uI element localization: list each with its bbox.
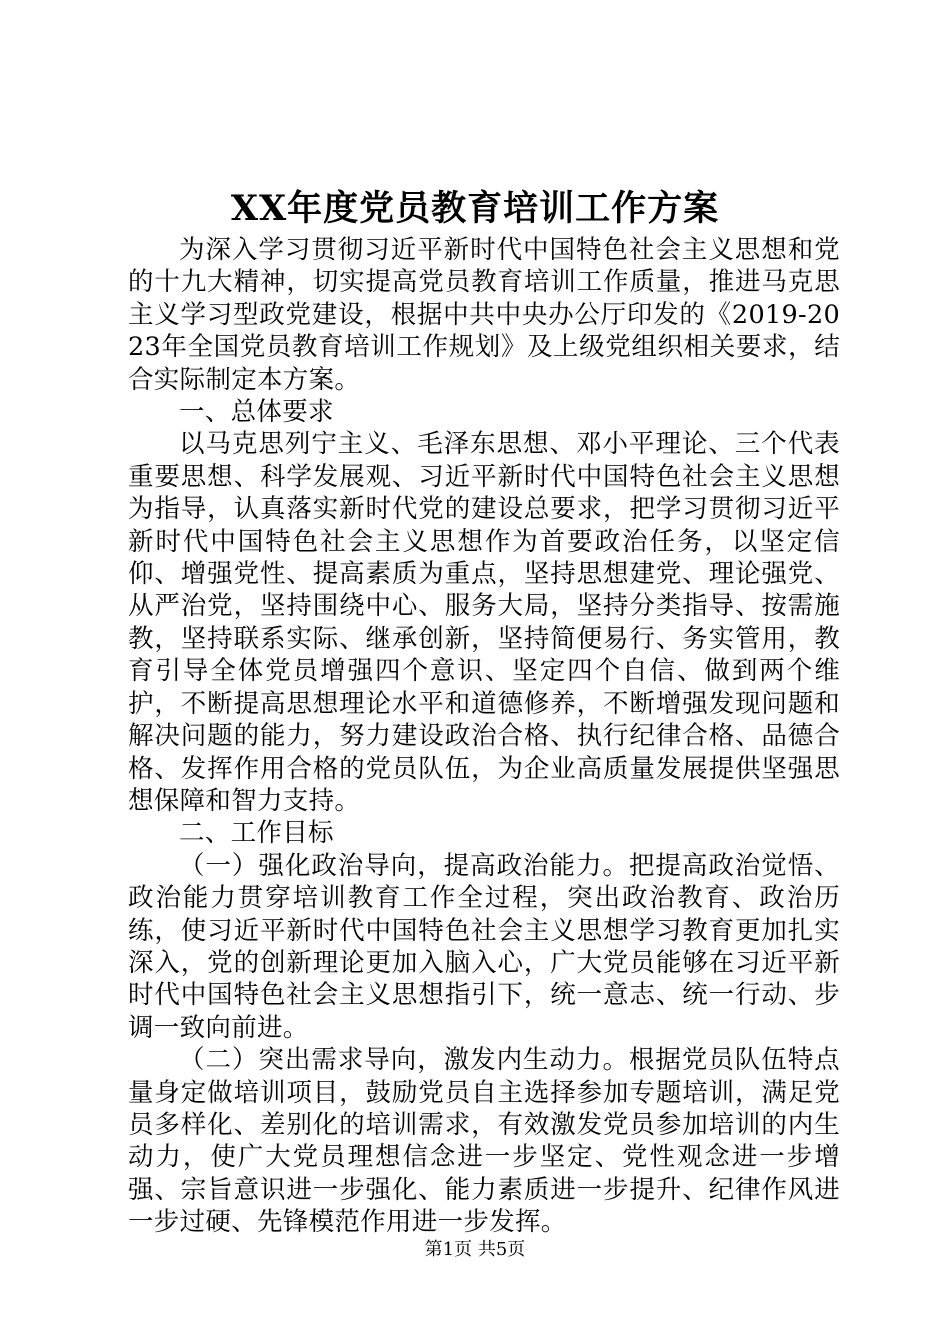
document-body [128,234,840,1239]
intro-paragraph: 为深入学习贯彻习近平新时代中国特色社会主义思想和党的十九大精神，切实提高党员教育培训工作质量，推进马克思主义学习型政党建设，根据中共中央办公厅印发的《2019-2023年全国党员教育培训工作规划》及上级党组织相关要求，结合实际制定本方案。 [128,235,840,395]
document-title: XX年度党员教育培训工作方案 [230,188,720,229]
general-requirements-paragraph: 以马克思列宁主义、毛泽东思想、邓小平理论、三个代表重要思想、科学发展观、习近平新时代中国特色社会主义思想为指导，认真落实新时代党的建设总要求，把学习贯彻习近平新时代中国特色社会主义思想作为首要政治任务，以坚定信仰、增强党性、提高素质为重点，坚持思想建党、理论强党、从严治党，坚持围绕中心、服务大局，坚持分类指导、按需施教，坚持联系实际、继承创新，坚持简便易行、务实管用，教育引导全体党员增强四个意识、坚定四个自信、做到两个维护，不断提高思想理论水平和道德修养，不断增强发现问题和解决问题的能力，努力建设政治合格、执行纪律合格、品德合格、发挥作用合格的党员队伍，为企业高质量发展提供坚强思想保障和智力支持。 [128,429,840,816]
page-number-footer: 第1页 共5页 [424,1239,526,1260]
section-heading-general-requirements: 一、总体要求 [179,397,334,428]
goal-paragraph-1: （一）强化政治导向，提高政治能力。把提高政治觉悟、政治能力贯穿培训教育工作全过程，突出政治教育、政治历练，使习近平新时代中国特色社会主义思想学习教育更加扎实深入，党的创新理论更加入脑入心，广大党员能够在习近平新时代中国特色社会主义思想指引下，统一意志、统一行动、步调一致向前进。 [128,850,840,1043]
section-heading-work-goals: 二、工作目标 [179,818,334,849]
goal-paragraph-2: （二）突出需求导向，激发内生动力。根据党员队伍特点量身定做培训项目，鼓励党员自主选择参加专题培训，满足党员多样化、差别化的培训需求，有效激发党员参加培训的内生动力，使广大党员理想信念进一步坚定、党性观念进一步增强、宗旨意识进一步强化、能力素质进一步提升、纪律作风进一步过硬、先锋模范作用进一步发挥。 [128,1045,840,1238]
